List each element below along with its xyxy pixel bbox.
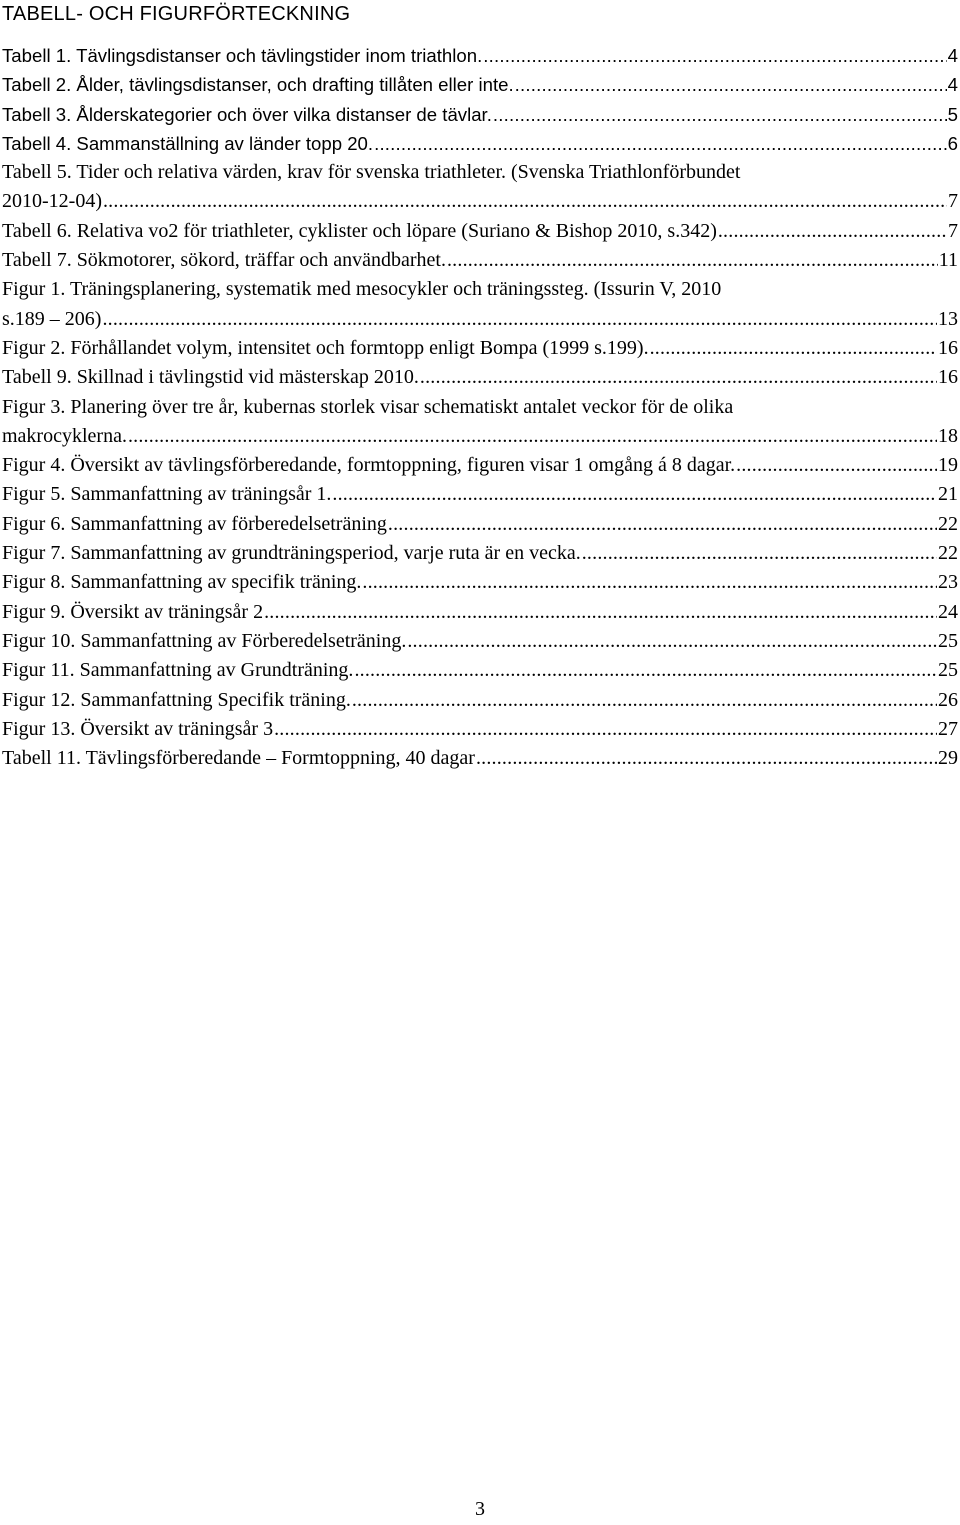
toc-entry[interactable] [2,100,958,129]
toc-entry[interactable] [2,129,958,158]
toc-dot-leader [362,568,937,597]
toc-entry-page: 26 [938,688,958,711]
toc-entry-label: Figur 3. Planering över tre år, kubernas storlek visar schematiskt antalet veckor för de olika [2,395,734,418]
toc-entry-page: 25 [938,629,958,652]
page-title: TABELL- OCH FIGURFÖRTECKNING [2,3,351,25]
toc-entry-page: 13 [938,307,958,330]
toc-dot-leader [354,656,937,685]
toc-entry-page: 11 [938,249,958,272]
toc-entry[interactable] [2,480,958,509]
toc-dot-leader [102,305,937,334]
toc-entry-label: Figur 11. Sammanfattning av Grundträning. [2,659,354,682]
toc-dot-leader [493,100,947,129]
toc-dot-leader [650,334,937,363]
toc-entry-page: 5 [947,103,958,125]
toc-entry[interactable] [2,363,958,392]
toc-entry-page: 16 [938,336,958,359]
toc-entry-page: 4 [947,74,958,96]
toc-entry-page: 7 [948,219,958,242]
toc-entry[interactable] [2,217,958,246]
toc-dot-leader [332,480,937,509]
toc-entry[interactable] [2,656,958,685]
toc-dot-leader [128,422,937,451]
toc-entry-label: Figur 2. Förhållandet volym, intensitet och formtopp enligt Bompa (1999 s.199). [2,336,649,359]
toc-entry-label: s.189 – 206) [2,307,102,330]
toc-entry[interactable] [2,744,958,773]
toc-entry[interactable] [2,158,958,187]
toc-entry-label: Figur 13. Översikt av träningsår 3 [2,717,274,740]
toc-entry[interactable] [2,246,958,275]
page-number: 3 [475,1498,485,1520]
toc-entry-label: Figur 9. Översikt av träningsår 2 [2,600,264,623]
toc-entry[interactable] [2,451,958,480]
toc-entry-page: 6 [947,132,958,154]
toc-dot-leader [374,129,947,158]
toc-entry[interactable] [2,305,958,334]
toc-entry-label: Tabell 1. Tävlingsdistanser och tävlingstider inom triathlon. [2,45,483,66]
toc-entry-page: 24 [938,600,958,623]
toc-dot-leader [483,41,946,70]
toc-entry-label: makrocyklerna. [2,424,127,447]
toc-entry[interactable] [2,393,958,422]
toc-entry-label: Figur 10. Sammanfattning av Förberedelseträning. [2,629,407,652]
toc-entry[interactable] [2,422,958,451]
toc-entry[interactable] [2,70,958,99]
toc-entry[interactable] [2,41,958,70]
toc-dot-leader [718,217,947,246]
toc-entry-label: Tabell 4. Sammanställning av länder topp 20. [2,132,374,154]
toc-entry-label: 2010-12-04) [2,190,102,213]
toc-dot-leader [407,627,937,656]
toc-entry-page: 22 [938,542,958,565]
toc-entry-label: Tabell 11. Tävlingsförberedande – Formtoppning, 40 dagar [2,747,475,770]
toc-entry[interactable] [2,187,958,216]
toc-entry[interactable] [2,510,958,539]
toc-entry[interactable] [2,568,958,597]
toc-entry-label: Figur 4. Översikt av tävlingsförberedande, formtoppning, figuren visar 1 omgång á 8 dagar. [2,454,736,477]
toc-entry-label: Figur 8. Sammanfattning av specifik träning. [2,571,362,594]
toc-dot-leader [103,187,947,216]
toc-dot-leader [420,363,937,392]
toc-entry-page: 23 [938,571,958,594]
toc-dot-leader [274,715,937,744]
toc-dot-leader [476,744,937,773]
toc-entry-label: Figur 12. Sammanfattning Specifik träning. [2,688,351,711]
toc-entry-label: Tabell 5. Tider och relativa värden, krav för svenska triathleter. (Svenska Triathlonförbundet [2,161,741,184]
toc-entry-label: Figur 5. Sammanfattning av träningsår 1. [2,483,332,506]
toc-entry-label: Tabell 3. Ålderskategorier och över vilka distanser de tävlar. [2,103,492,125]
toc-dot-leader [736,451,937,480]
toc-entry-label: Figur 1. Träningsplanering, systematik med mesocykler och träningssteg. (Issurin V, 2010 [2,278,722,301]
toc-entry-label: Tabell 7. Sökmotorer, sökord, träffar och användbarhet. [2,249,446,272]
toc-dot-leader [582,539,937,568]
table-of-contents [2,41,958,773]
toc-entry-page: 18 [938,424,958,447]
toc-dot-leader [515,70,947,99]
toc-entry[interactable] [2,275,958,304]
toc-entry[interactable] [2,598,958,627]
toc-entry-label: Tabell 9. Skillnad i tävlingstid vid mästerskap 2010. [2,366,419,389]
toc-entry-page: 22 [938,512,958,535]
toc-entry-page: 21 [938,483,958,506]
toc-entry-page: 4 [947,45,958,66]
toc-entry-page: 7 [948,190,958,213]
toc-entry-label: Figur 6. Sammanfattning av förberedelseträning [2,512,387,535]
toc-dot-leader [264,598,937,627]
toc-entry[interactable] [2,627,958,656]
toc-entry[interactable] [2,334,958,363]
toc-entry-page: 19 [938,454,958,477]
toc-dot-leader [352,686,937,715]
toc-entry[interactable] [2,539,958,568]
toc-entry-page: 27 [938,717,958,740]
toc-entry-page: 25 [938,659,958,682]
toc-entry[interactable] [2,686,958,715]
toc-entry-page: 29 [938,747,958,770]
toc-entry-label: Tabell 2. Ålder, tävlingsdistanser, och drafting tillåten eller inte. [2,74,514,96]
toc-entry-label: Figur 7. Sammanfattning av grundträningsperiod, varje ruta är en vecka. [2,542,581,565]
toc-dot-leader [388,510,937,539]
toc-dot-leader [447,246,938,275]
toc-entry[interactable] [2,715,958,744]
toc-entry-label: Tabell 6. Relativa vo2 för triathleter, cyklister och löpare (Suriano & Bishop 2010, s.342) [2,219,717,242]
toc-entry-page: 16 [938,366,958,389]
